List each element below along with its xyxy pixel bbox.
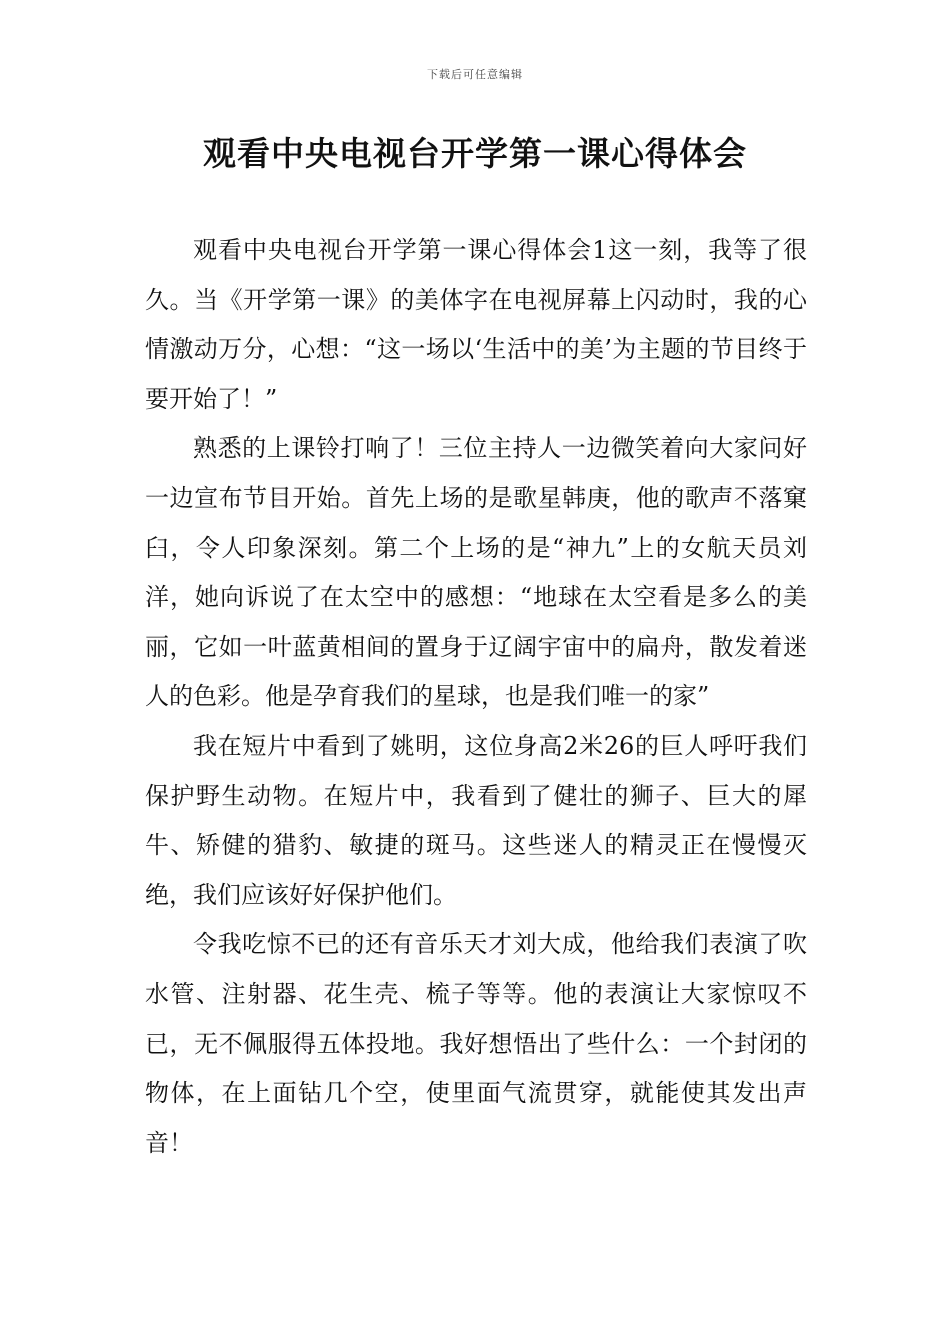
paragraph-3: 我在短片中看到了姚明，这位身高2米26的巨人呼吁我们保护野生动物。在短片中，我看到了健壮的狮子、巨大的犀牛、矫健的猎豹、敏捷的斑马。这些迷人的精灵正在慢慢灭绝，我们应该好好保护他们。 — [145, 731, 807, 909]
document-title: 观看中央电视台开学第一课心得体会 — [203, 134, 747, 173]
paragraph-2: 熟悉的上课铃打响了！三位主持人一边微笑着向大家问好一边宣布节目开始。首先上场的是歌星韩庚，他的歌声不落窠臼，令人印象深刻。第二个上场的是“神九”上的女航天员刘洋，她向诉说了在太空中的感想：“地球在太空看是多么的美丽，它如一叶蓝黄相间的置身于辽阔宇宙中的扁舟，散发着迷人的色彩。他是孕育我们的星球，也是我们唯一的家” — [145, 434, 807, 711]
paragraph-4: 令我吃惊不已的还有音乐天才刘大成，他给我们表演了吹水管、注射器、花生壳、梳子等等。他的表演让大家惊叹不已，无不佩服得五体投地。我好想悟出了些什么：一个封闭的物体，在上面钻几个空，使里面气流贯穿，就能使其发出声音！ — [145, 930, 807, 1157]
paragraph-1: 观看中央电视台开学第一课心得体会1这一刻，我等了很久。当《开学第一课》的美体字在电视屏幕上闪动时，我的心情激动万分，心想：“这一场以‘生活中的美’为主题的节目终于要开始了！” — [145, 236, 807, 413]
document-body — [145, 226, 807, 1168]
header-note: 下载后可任意编辑 — [427, 68, 523, 81]
